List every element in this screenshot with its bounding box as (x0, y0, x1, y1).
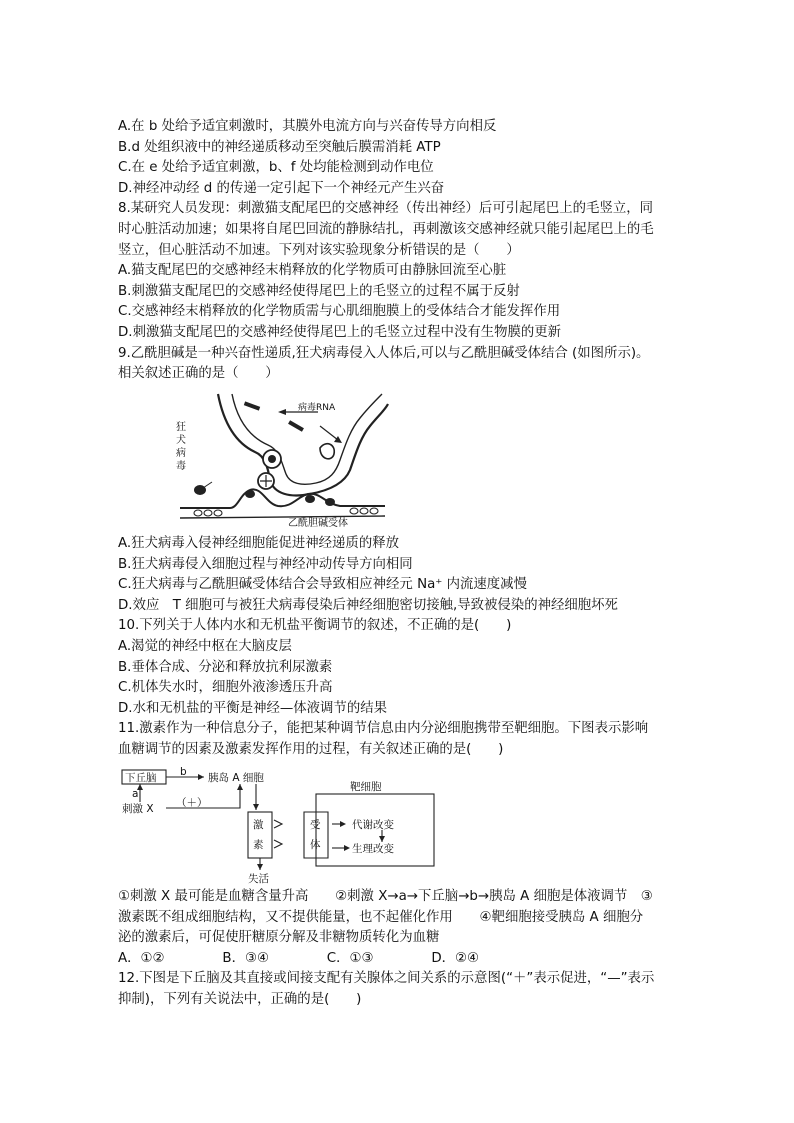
receptor-label-1: 受 (310, 819, 321, 831)
text-line: B.d 处组织液中的神经递质移动至突触后膜需消耗 ATP (118, 139, 441, 155)
text-line: B.狂犬病毒侵入细胞过程与神经冲动传导方向相同 (118, 556, 413, 572)
text-line: ①刺激 X 最可能是血糖含量升高 ②刺激 X→a→下丘脑→b→胰岛 A 细胞是体液调节 ③ (118, 889, 653, 904)
blood-glucose-regulation-figure (120, 766, 440, 884)
a-label: a (132, 788, 139, 800)
islet-a-label: 胰岛 A 细胞 (208, 772, 264, 784)
text-line: B.刺激猫支配尾巴的交感神经使得尾巴上的毛竖立的过程不属于反射 (118, 283, 520, 299)
text-line: 抑制)，下列有关说法中，正确的是( ) (118, 992, 362, 1007)
text-line: 8.某研究人员发现：刺激猫支配尾巴的交感神经（传出神经）后可引起尾巴上的毛竖立，同 (118, 201, 654, 217)
text-line: 激素既不组成细胞结构，又不提供能量，也不起催化作用 ④靶细胞接受胰岛 A 细胞分 (118, 909, 644, 925)
text-line: D.神经冲动经 d 的传递一定引起下一个神经元产生兴奋 (118, 180, 445, 196)
text-line: 竖立，但心脏活动不加速。下列对该实验现象分析错误的是（ ） (118, 242, 520, 258)
virus-rna-label: 病毒RNA (298, 403, 336, 413)
hormone-label-2: 素 (253, 839, 264, 851)
physiological-change-label: 生理改变 (352, 843, 394, 855)
text-line: B.垂体合成、分泌和释放抗利尿激素 (118, 659, 333, 675)
text-line: 12.下图是下丘脑及其直接或间接支配有关腺体之间关系的示意图(“＋”表示促进，“—”表示 (118, 971, 655, 987)
rabies-label-1: 狂 (176, 422, 186, 433)
ach-receptor-label: 乙酰胆碱受体 (288, 518, 348, 529)
b-label: b (180, 766, 187, 778)
text-line: A.狂犬病毒入侵神经细胞能促进神经递质的释放 (118, 536, 399, 551)
text-line: A.在 b 处给予适宜刺激时，其膜外电流方向与兴奋传导方向相反 (118, 119, 497, 134)
text-line: C.交感神经末梢释放的化学物质需与心肌细胞膜上的受体结合才能发挥作用 (118, 304, 561, 320)
text-line: 相关叙述正确的是（ ） (118, 366, 279, 382)
hypothalamus-label: 下丘脑 (125, 772, 157, 784)
rabies-synapse-figure (170, 390, 390, 530)
text-line: C.在 e 处给予适宜刺激，b、f 处均能检测到动作电位 (118, 160, 434, 176)
metabolic-change-label: 代谢改变 (352, 819, 394, 831)
text-line: 10.下列关于人体内水和无机盐平衡调节的叙述，不正确的是( ) (118, 618, 512, 634)
text-line: A.猫支配尾巴的交感神经末梢释放的化学物质可由静脉回流至心脏 (118, 263, 507, 279)
text-line: 泌的激素后，可促使肝糖原分解及非糖物质转化为血糖 (118, 930, 440, 946)
rabies-label-2: 犬 (176, 435, 186, 446)
text-line: 11.激素作为一种信息分子，能把某种调节信息由内分泌细胞携带至靶细胞。下图表示影响 (118, 721, 649, 737)
plus-label: （＋） (176, 797, 208, 809)
text-line: 时心脏活动加速；如果将自尾巴回流的静脉结扎，再刺激该交感神经就只能引起尾巴上的毛 (118, 222, 654, 237)
text-line: A.渴觉的神经中枢在大脑皮层 (118, 639, 292, 654)
text-line: A．①② B．③④ C．①③ D．②④ (118, 950, 480, 966)
receptor-label-2: 体 (310, 839, 321, 851)
text-line: 9.乙酰胆碱是一种兴奋性递质,狂犬病毒侵入人体后,可以与乙酰胆碱受体结合 (如图所示)。 (118, 345, 650, 361)
rabies-label-3: 病 (176, 448, 186, 459)
inactivated-label: 失活 (248, 873, 269, 884)
text-line: D.刺激猫支配尾巴的交感神经使得尾巴上的毛竖立过程中没有生物膜的更新 (118, 325, 562, 340)
stimulus-x-label: 刺激 X (122, 803, 154, 815)
target-cell-label: 靶细胞 (350, 781, 382, 793)
text-line: C.机体失水时，细胞外液渗透压升高 (118, 680, 333, 696)
text-line: D.水和无机盐的平衡是神经—体液调节的结果 (118, 700, 387, 716)
text-line: D.效应 T 细胞可与被狂犬病毒侵染后神经细胞密切接触,导致被侵染的神经细胞坏死 (118, 597, 618, 613)
text-line: C.狂犬病毒与乙酰胆碱受体结合会导致相应神经元 Na⁺ 内流速度减慢 (118, 577, 527, 593)
text-line: 血糖调节的因素及激素发挥作用的过程，有关叙述正确的是( ) (118, 742, 504, 757)
hormone-label-1: 激 (253, 819, 264, 831)
rabies-label-4: 毒 (176, 461, 186, 472)
